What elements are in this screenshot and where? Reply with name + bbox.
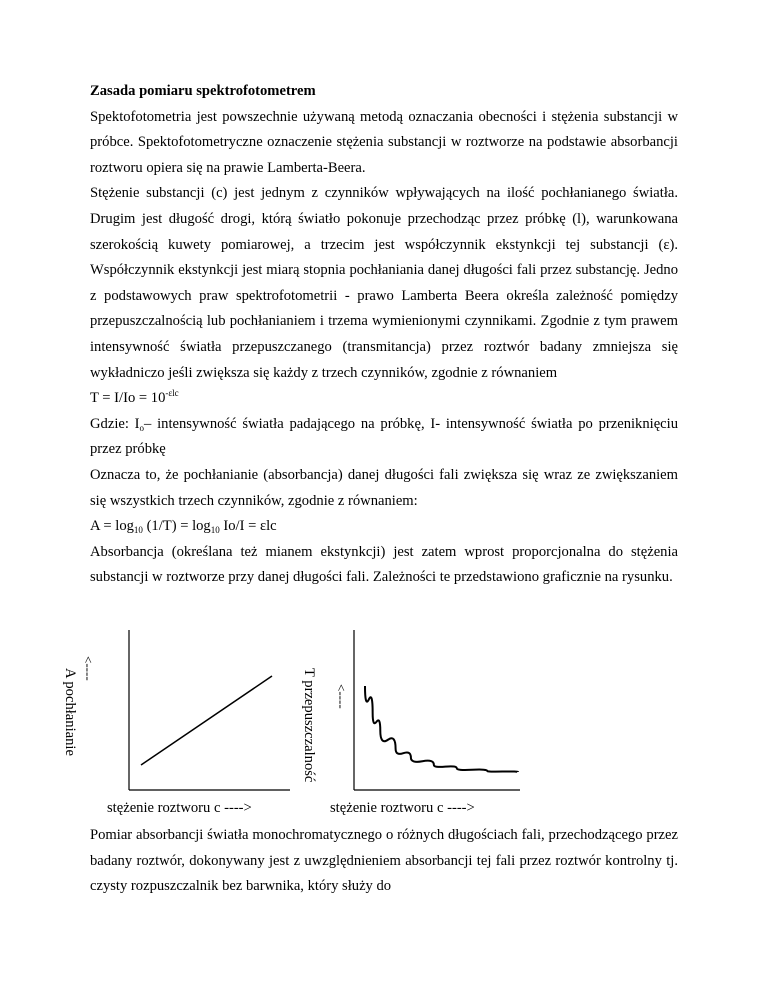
left-x-label: stężenie roztworu c ----> bbox=[107, 800, 252, 816]
figure-svg bbox=[0, 620, 768, 820]
equation-absorbance-sub1: 10 bbox=[133, 525, 143, 536]
left-plot-area bbox=[141, 676, 272, 765]
document-title: Zasada pomiaru spektrofotometrem bbox=[90, 83, 316, 99]
equation-absorbance-part1: A = log bbox=[90, 518, 134, 535]
paragraph-measurement: Pomiar absorbancji światła monochromatycznego o różnych długościach fali, przechodzącego przez badany roztwór, dokonywany jest z uwzględnieniem absorbancji tej fali przez roztwór kontrolny tj. czysty rozpuszczalnik bez barwnika, który służy do bbox=[90, 827, 678, 895]
paragraph-proportional: Absorbancja (określana też mianem ekstynkcji) jest zatem wprost proporcjonalna do stężenia substancji w roztworze przy danej długości fali. Zależności te przedstawiono graficznie na rysunku. bbox=[90, 543, 678, 586]
document-body-bottom bbox=[90, 823, 678, 900]
paragraph-intro: Spektofotometria jest powszechnie używaną metodą oznaczania obecności i stężenia substancji w próbce. Spektofotometryczne oznaczenie stężenia substancji w roztworze na podstawie absorbancji roztworu opiera się na prawie Lamberta-Beera. bbox=[90, 108, 678, 176]
line-absorbance bbox=[141, 676, 272, 765]
definition-text: – intensywność światła padającego na próbkę, I- intensywność światła po przeniknięciu przez próbkę bbox=[90, 415, 678, 458]
right-x-label: stężenie roztworu c ----> bbox=[330, 800, 475, 816]
curve-transmittance bbox=[365, 686, 518, 772]
equation-absorbance-part2: (1/T) = log bbox=[142, 518, 211, 535]
right-y-arrow: <---- bbox=[334, 684, 349, 709]
equation-absorbance-part3: Io/I = εlc bbox=[219, 518, 277, 535]
equation-absorbance-sub2: 10 bbox=[210, 525, 220, 536]
equation-transmittance-base: T = I/Io = 10 bbox=[90, 390, 166, 407]
paragraph-factors: Stężenie substancji (c) jest jednym z czynników wpływających na ilość pochłanianego światła. Drugim jest długość drogi, którą światło pokonuje przechodząc przez próbkę (l), warunkowana szerokością kuwety pomiarowej, a trzecim jest współczynnik ekstynkcji tej substancji (ε). Współczynnik ekstynkcji jest miarą stopnia pochłaniania danej długości fali przez substancję. Jedno z podstawowych praw spektrofotometrii - prawo Lamberta Beera określa zależność pomiędzy przepuszczalnością lub pochłanianiem i trzema wymienionymi czynnikami. Zgodnie z tym prawem intensywność światła przepuszczanego (transmitancja) przez roztwór badany zmniejsza się wykładniczo jeśli zwiększa się każdy z trzech czynników, zgodnie z równaniem bbox=[90, 185, 678, 381]
left-y-arrow: <---- bbox=[81, 656, 96, 681]
figure-graphs bbox=[0, 620, 768, 820]
paragraph-definitions bbox=[90, 412, 678, 463]
definition-io-symbol: Gdzie: I bbox=[90, 415, 140, 432]
left-y-label: A pochłanianie bbox=[62, 668, 78, 756]
right-plot-area bbox=[365, 686, 518, 772]
right-y-label: T przepuszczalność bbox=[301, 668, 317, 783]
document-body bbox=[90, 79, 678, 591]
equation-transmittance-exponent: -εlc bbox=[165, 388, 179, 399]
definition-io-subscript: o bbox=[139, 422, 145, 433]
paragraph-absorbance: Oznacza to, że pochłanianie (absorbancja) danej długości fali zwiększa się wraz ze zwiększaniem się wszystkich trzech czynników, zgodnie z równaniem: bbox=[90, 466, 678, 509]
equation-absorbance bbox=[90, 514, 678, 540]
equation-transmittance bbox=[90, 386, 678, 412]
